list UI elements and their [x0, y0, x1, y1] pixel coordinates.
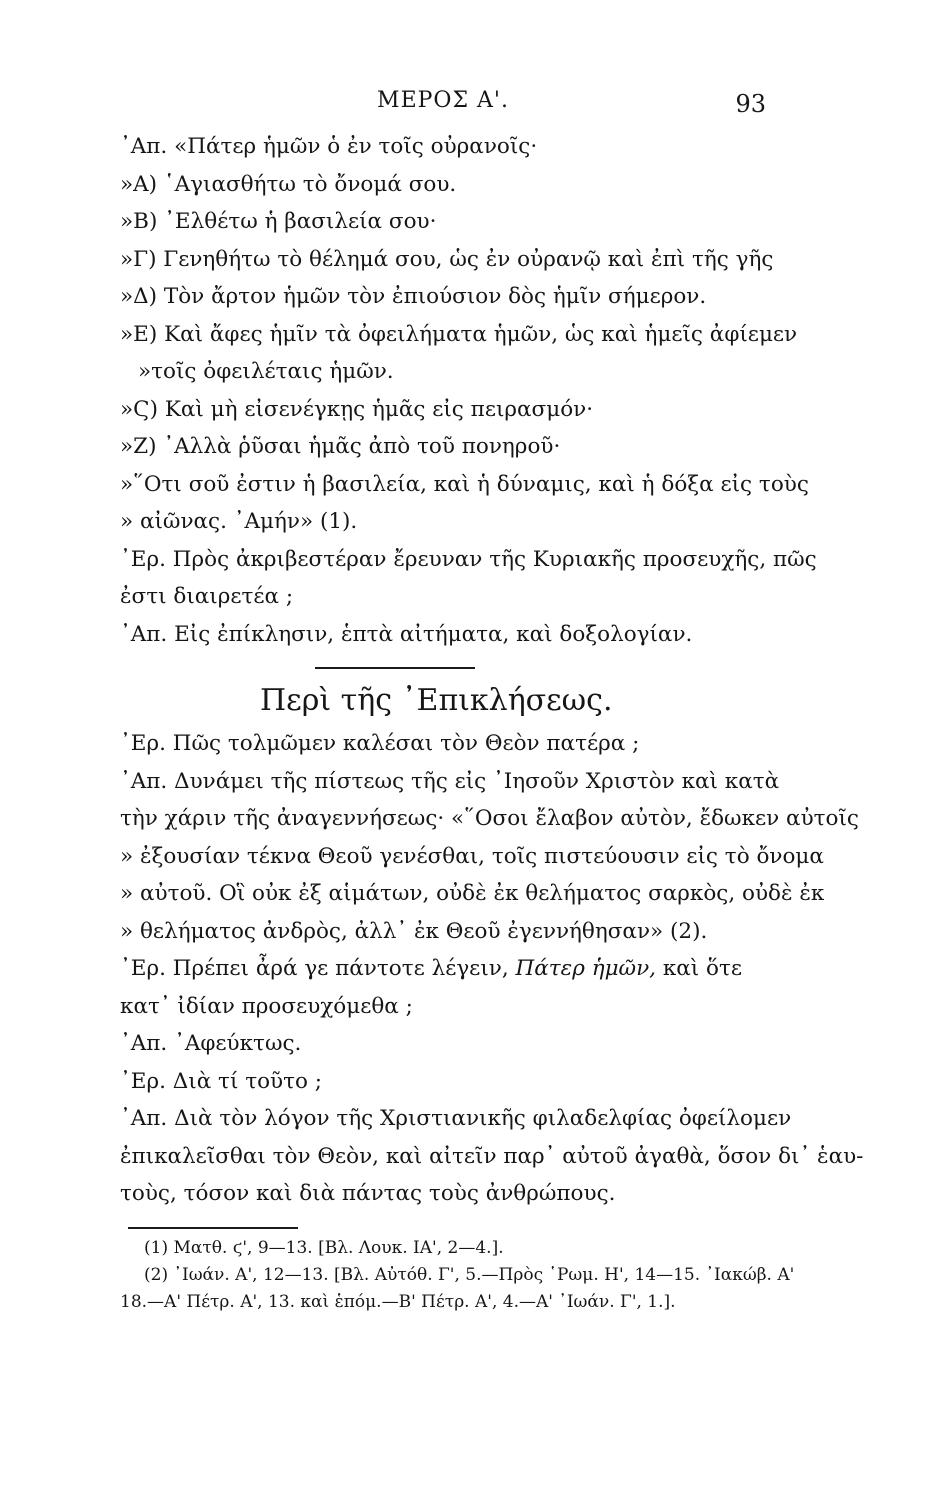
- text-line: »῞Οτι σοῦ ἐστιν ἡ βασιλεία, καὶ ἡ δύναμις, καὶ ἡ δόξα εἰς τοὺς: [120, 471, 809, 497]
- text-line: ᾽Απ. Εἰς ἐπίκλησιν, ἑπτὰ αἰτήματα, καὶ δοξολογίαν.: [120, 621, 693, 647]
- text-line: [120, 950, 766, 988]
- text-line: »Ε) Καὶ ἄφες ἡμῖν τὰ ὀφειλήματα ἡμῶν, ὡς καὶ ἡμεῖς ἀφίεμεν: [120, 321, 798, 347]
- text-line: κατ᾽ ἰδίαν προσευχόμεθα ;: [120, 993, 413, 1019]
- text-line: »Α) ῾Αγιασθήτω τὸ ὄνομά σου.: [120, 171, 457, 197]
- text-line: ᾽Ερ. Πρὸς ἀκριβεστέραν ἔρευναν τῆς Κυριακῆς προσευχῆς, πῶς: [120, 546, 817, 572]
- text-line: ᾽Ερ. Πῶς τολμῶμεν καλέσαι τὸν Θεὸν πατέρα ;: [120, 731, 640, 756]
- text-line: »Ζ) ᾽Αλλὰ ῥῦσαι ἡμᾶς ἀπὸ τοῦ πονηροῦ·: [120, 434, 561, 459]
- text-line: » ἐξουσίαν τέκνα Θεοῦ γενέσθαι, τοῖς πιστεύουσιν εἰς τὸ ὄνομα: [120, 843, 824, 869]
- text-line: τὴν χάριν τῆς ἀναγεννήσεως· «῞Οσοι ἔλαβον αὐτὸν, ἔδωκεν αὐτοῖς: [120, 806, 859, 831]
- footnote-continuation: 18.—Α' Πέτρ. Α', 13. καὶ ἑπόμ.—Β' Πέτρ. Α', 4.—Α' ᾽Ιωάν. Γ', 1.].: [120, 1291, 676, 1312]
- text-segment: καὶ ὅτε: [662, 956, 743, 981]
- footnote: (1) Ματθ. ϛ', 9—13. [Βλ. Λουκ. ΙΑ', 2—4.].: [144, 1237, 504, 1258]
- text-line: τοὺς, τόσον καὶ διὰ πάντας τοὺς ἀνθρώπους.: [120, 1181, 616, 1206]
- page-header: [120, 88, 766, 128]
- text-segment: ᾽Ερ. Πρέπει ἆρά γε πάντοτε λέγειν,: [120, 956, 509, 981]
- footnote: (2) ᾽Ιωάν. Α', 12—13. [Βλ. Αὐτόθ. Γ', 5.—Πρὸς ῾Ρωμ. Η', 14—15. ᾽Ιακώβ. Α': [144, 1264, 795, 1285]
- text-line: ᾽Απ. Διὰ τὸν λόγον τῆς Χριστιανικῆς φιλαδελφίας ὀφείλομεν: [120, 1106, 792, 1131]
- text-line: ᾽Απ. «Πάτερ ἡμῶν ὁ ἐν τοῖς οὐρανοῖς·: [120, 134, 538, 159]
- text-line: »Β) ᾽Ελθέτω ἡ βασιλεία σου·: [120, 209, 437, 234]
- text-line: »τοῖς ὀφειλέταις ἡμῶν.: [138, 359, 394, 384]
- section-divider: [315, 667, 475, 669]
- text-line: ἐπικαλεῖσθαι τὸν Θεὸν, καὶ αἰτεῖν παρ᾽ αὐτοῦ ἀγαθὰ, ὅσον δι᾽ ἑαυ-: [120, 1143, 864, 1169]
- text-line: ᾽Απ. Δυνάμει τῆς πίστεως τῆς εἰς ᾽Ιησοῦν Χριστὸν καὶ κατὰ: [120, 768, 780, 794]
- page-body: [120, 128, 864, 1316]
- section-title: Περὶ τῆς ᾽Επικλήσεως.: [260, 683, 613, 718]
- text-line: »Ϛ) Καὶ μὴ εἰσενέγκῃς ἡμᾶς εἰς πειρασμόν·: [120, 396, 594, 422]
- text-line: » αἰῶνας. ᾽Αμήν» (1).: [120, 509, 358, 534]
- text-line: »Δ) Τὸν ἄρτον ἡμῶν τὸν ἐπιούσιον δὸς ἡμῖν σήμερον.: [120, 284, 707, 309]
- footnote-divider: [128, 1227, 298, 1229]
- text-line: »Γ) Γενηθήτω τὸ θέλημά σου, ὡς ἐν οὐρανῷ καὶ ἐπὶ τῆς γῆς: [120, 246, 774, 272]
- running-head: ΜΕΡΟΣ Α'.: [377, 88, 509, 113]
- text-line: ᾽Ερ. Διὰ τί τοῦτο ;: [120, 1068, 323, 1094]
- text-line: ᾽Απ. ᾽Αφεύκτως.: [120, 1031, 302, 1056]
- page-number: 93: [735, 90, 766, 118]
- text-line: ἐστι διαιρετέα ;: [120, 584, 294, 609]
- italic-phrase: Πάτερ ἡμῶν,: [515, 956, 656, 981]
- text-line: » αὐτοῦ. Οἳ οὐκ ἐξ αἱμάτων, οὐδὲ ἐκ θελήματος σαρκὸς, οὐδὲ ἐκ: [120, 881, 825, 906]
- text-line: » θελήματος ἀνδρὸς, ἀλλ᾽ ἐκ Θεοῦ ἐγεννήθησαν» (2).: [120, 918, 708, 944]
